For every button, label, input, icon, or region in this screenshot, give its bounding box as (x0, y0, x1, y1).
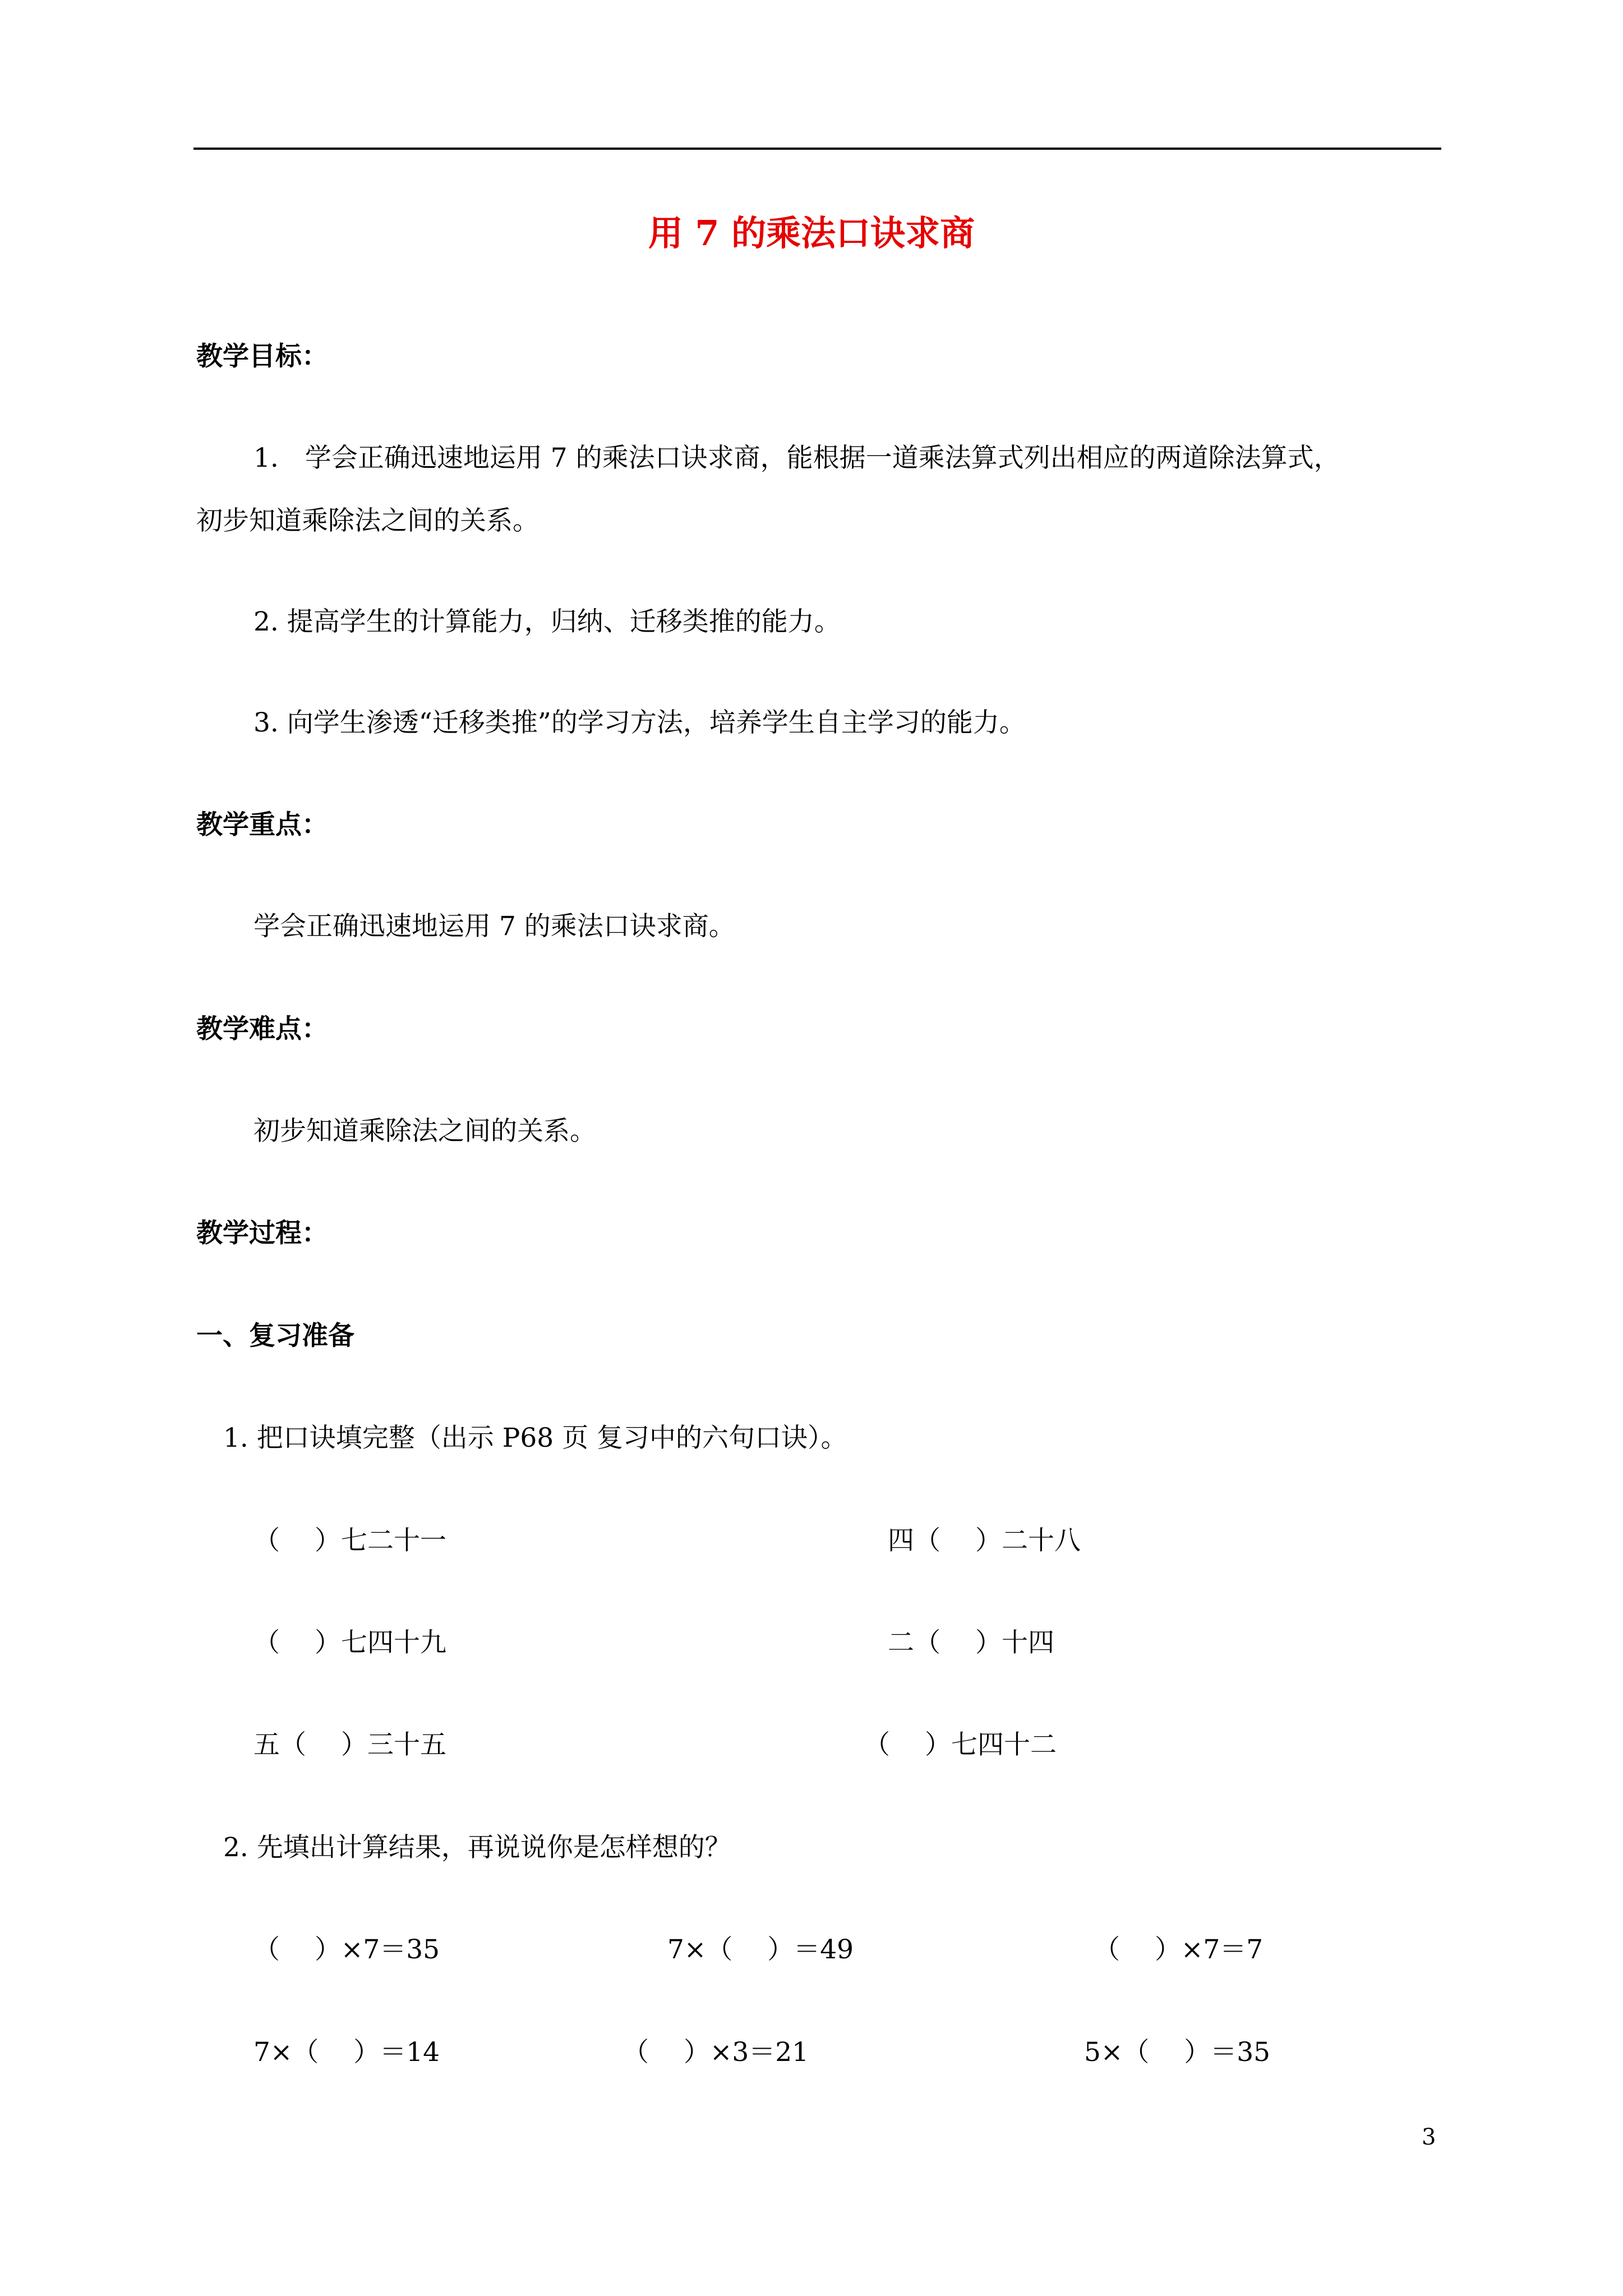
header-rule (193, 148, 1441, 150)
goals-heading: 教学目标： (196, 341, 328, 372)
key-point-heading: 教学重点： (196, 809, 328, 840)
question-1: 1. 把口诀填完整（出示 P68 页 复习中的六句口诀）。 (223, 1423, 847, 1453)
process-heading: 教学过程： (196, 1218, 328, 1249)
q1-item-3: （ ）七四十九 (253, 1627, 446, 1658)
q1-item-6: （ ）七四十二 (864, 1729, 1057, 1760)
difficulty-heading: 教学难点： (196, 1014, 328, 1045)
section-1-heading: 一、复习准备 (196, 1320, 354, 1351)
key-point-text: 学会正确迅速地运用 7 的乘法口诀求商。 (253, 911, 735, 942)
goal-3: 3. 向学生渗透“迁移类推”的学习方法，培养学生自主学习的能力。 (253, 707, 1026, 738)
goal-1-line-2: 初步知道乘除法之间的关系。 (196, 505, 539, 536)
q1-item-4: 二（ ）十四 (888, 1627, 1054, 1658)
q2-item-5: （ ）×3＝21 (623, 2037, 809, 2068)
question-2: 2. 先填出计算结果，再说说你是怎样想的？ (223, 1832, 731, 1863)
q2-item-6: 5×（ ）＝35 (1084, 2037, 1271, 2068)
q1-item-5: 五（ ）三十五 (253, 1729, 446, 1760)
page-number: 3 (1422, 2124, 1436, 2150)
q2-item-3: （ ）×7＝7 (1094, 1934, 1264, 1965)
difficulty-text: 初步知道乘除法之间的关系。 (253, 1116, 596, 1147)
q2-item-1: （ ）×7＝35 (253, 1934, 440, 1965)
q1-item-2: 四（ ）二十八 (888, 1525, 1081, 1556)
q1-item-1: （ ）七二十一 (253, 1525, 446, 1556)
document-title: 用 7 的乘法口诀求商 (648, 213, 975, 254)
goal-1-line-1: 1. 学会正确迅速地运用 7 的乘法口诀求商，能根据一道乘法算式列出相应的两道除法算式， (253, 443, 1340, 473)
goal-2: 2. 提高学生的计算能力，归纳、迁移类推的能力。 (253, 606, 841, 637)
q2-item-2: 7×（ ）＝49 (667, 1934, 854, 1965)
q2-item-4: 7×（ ）＝14 (253, 2037, 440, 2068)
